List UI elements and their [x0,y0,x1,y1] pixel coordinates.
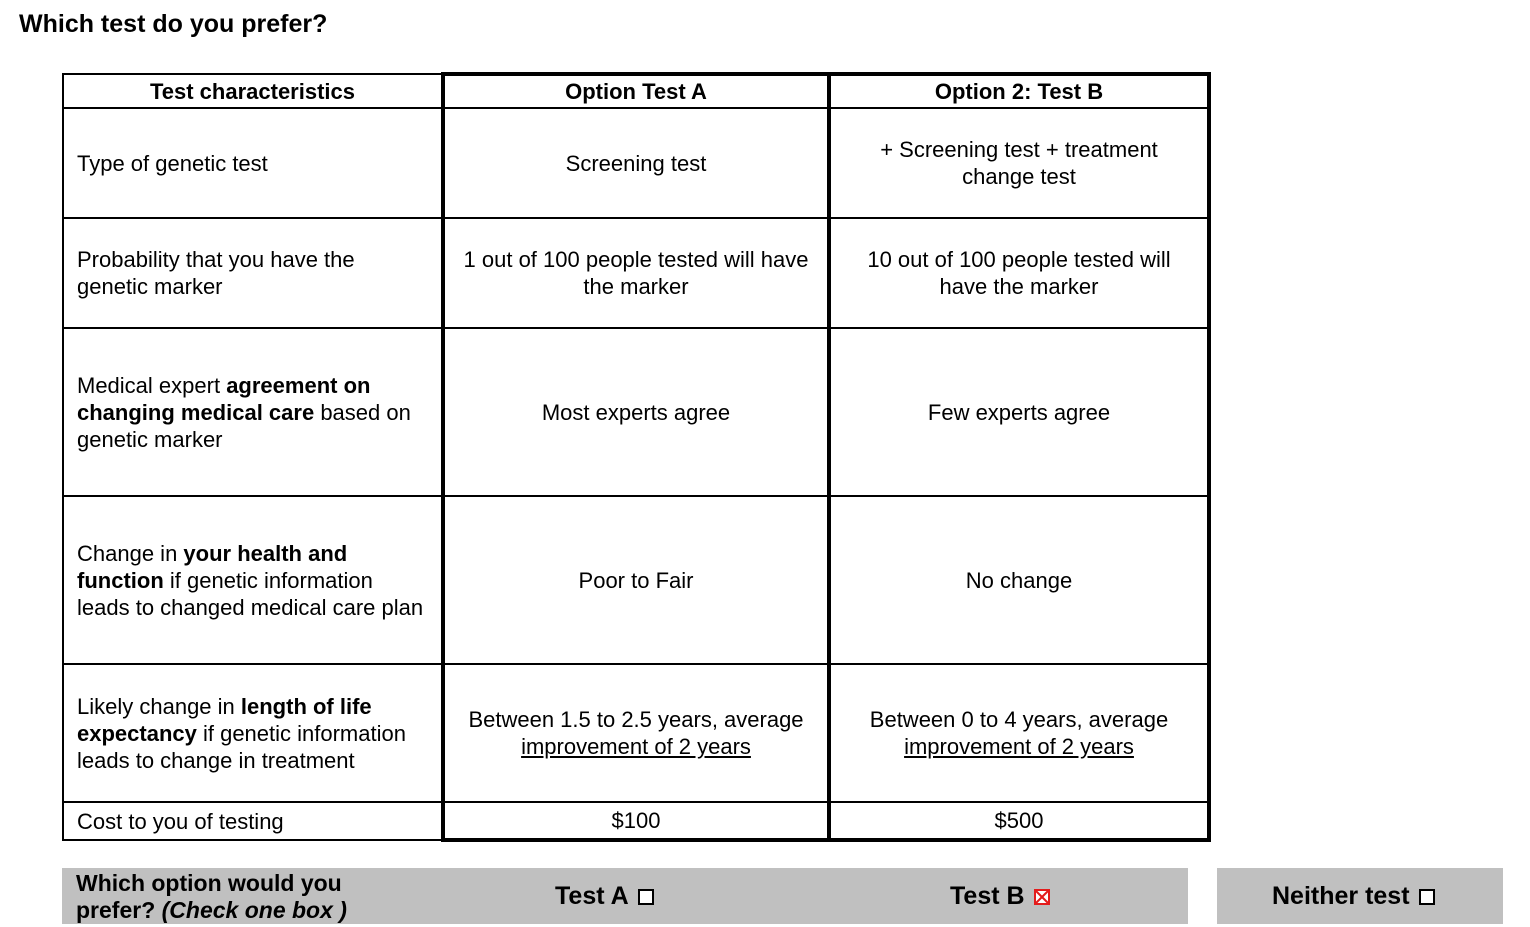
cell-a-health-function: Poor to Fair [443,496,829,664]
checkbox-test-b[interactable] [1034,889,1050,905]
row-label-health-function: Change in your health and function if genetic information leads to changed medical care plan [63,496,443,664]
table-header-row [63,74,1209,108]
cell-a-expert-agreement: Most experts agree [443,328,829,496]
cell-a-cost: $100 [443,802,829,840]
header-option-b: Option 2: Test B [829,74,1209,108]
table-row [63,802,1209,840]
cell-b-test-type: + Screening test + treatment change test [829,108,1209,218]
checkbox-test-a[interactable] [638,889,654,905]
table-row [63,496,1209,664]
cell-a-life-expectancy: Between 1.5 to 2.5 years, average improvement of 2 years [443,664,829,802]
option-test-b[interactable]: Test B [950,882,1050,911]
cell-b-probability: 10 out of 100 people tested will have the marker [829,218,1209,328]
choice-bar [62,868,1188,924]
option-neither[interactable]: Neither test [1272,882,1435,911]
table-row [63,664,1209,802]
cell-b-cost: $500 [829,802,1209,840]
option-test-a[interactable]: Test A [555,882,654,911]
cell-b-life-expectancy: Between 0 to 4 years, average improvement of 2 years [829,664,1209,802]
row-label-probability: Probability that you have the genetic marker [63,218,443,328]
row-label-expert-agreement: Medical expert agreement on changing medical care based on genetic marker [63,328,443,496]
cell-a-test-type: Screening test [443,108,829,218]
row-label-life-expectancy: Likely change in length of life expectancy if genetic information leads to change in treatment [63,664,443,802]
header-option-a: Option Test A [443,74,829,108]
table-row [63,108,1209,218]
cell-b-expert-agreement: Few experts agree [829,328,1209,496]
row-label-test-type: Type of genetic test [63,108,443,218]
header-characteristics: Test characteristics [63,74,443,108]
cell-a-probability: 1 out of 100 people tested will have the marker [443,218,829,328]
table-row [63,328,1209,496]
comparison-table [62,72,1211,842]
row-label-cost: Cost to you of testing [63,802,443,840]
page-title: Which test do you prefer? [19,10,328,38]
table-row [63,218,1209,328]
choice-question: Which option would you prefer? (Check one box ) [76,870,347,923]
neither-bar [1217,868,1503,924]
checkbox-neither[interactable] [1419,889,1435,905]
cell-b-health-function: No change [829,496,1209,664]
